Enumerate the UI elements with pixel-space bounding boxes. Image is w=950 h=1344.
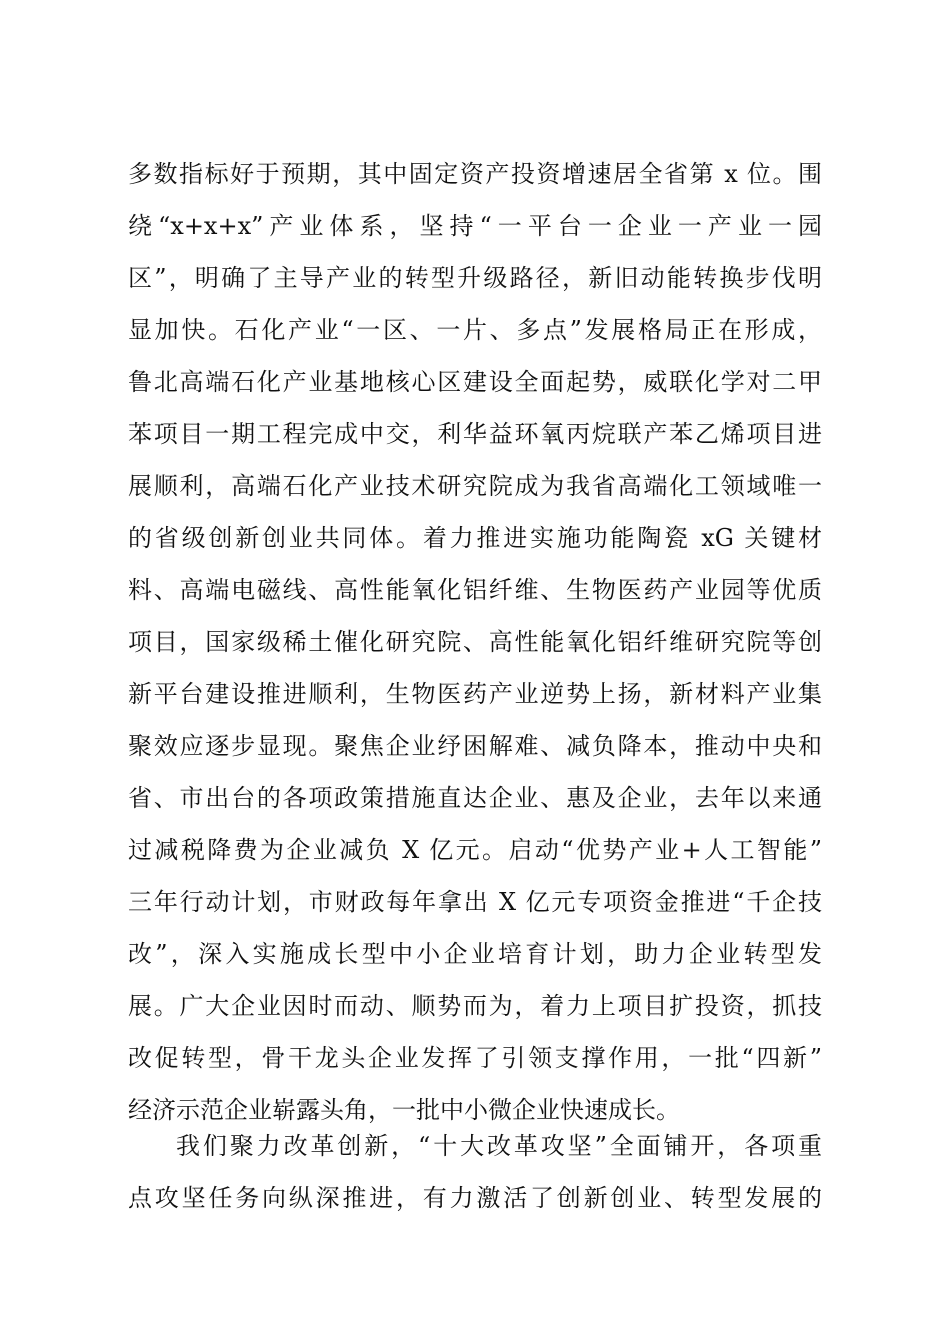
paragraph-line: 聚效应逐步显现。聚焦企业纾困解难、减负降本，推动中央和 [128,732,822,760]
paragraph-line: 过减税降费为企业减负 X 亿元。启动“优势产业+人工智能” [128,836,822,864]
paragraph-line: 显加快。石化产业“一区、一片、多点”发展格局正在形成， [128,316,822,344]
paragraph-line: 区”，明确了主导产业的转型升级路径，新旧动能转换步伐明 [128,264,822,292]
paragraph-line: 改”，深入实施成长型中小企业培育计划，助力企业转型发 [128,940,822,968]
paragraph-line: 展顺利，高端石化产业技术研究院成为我省高端化工领域唯一 [128,472,822,500]
paragraph-1 [128,148,822,1136]
paragraph-line: 我们聚力改革创新，“十大改革攻坚”全面铺开，各项重 [176,1132,822,1160]
paragraph-line: 的省级创新创业共同体。着力推进实施功能陶瓷 xG 关键材 [128,524,822,552]
paragraph-line: 新平台建设推进顺利，生物医药产业逆势上扬，新材料产业集 [128,680,822,708]
paragraph-line: 绕“x+x+x”产业体系，坚持“一平台一企业一产业一园 [128,212,822,240]
paragraph-line: 展。广大企业因时而动、顺势而为，着力上项目扩投资，抓技 [128,992,822,1020]
paragraph-line: 点攻坚任务向纵深推进，有力激活了创新创业、转型发展的 [128,1184,822,1212]
paragraph-2 [128,1120,822,1224]
paragraph-line: 鲁北高端石化产业基地核心区建设全面起势，威联化学对二甲 [128,368,822,396]
paragraph-line: 苯项目一期工程完成中交，利华益环氧丙烷联产苯乙烯项目进 [128,420,822,448]
paragraph-line: 改促转型，骨干龙头企业发挥了引领支撑作用，一批“四新” [128,1044,822,1072]
paragraph-line: 料、高端电磁线、高性能氧化铝纤维、生物医药产业园等优质 [128,576,822,604]
paragraph-line: 省、市出台的各项政策措施直达企业、惠及企业，去年以来通 [128,784,822,812]
paragraph-line: 多数指标好于预期，其中固定资产投资增速居全省第 x 位。围 [128,160,822,188]
paragraph-line: 经济示范企业崭露头角，一批中小微企业快速成长。 [128,1096,680,1124]
paragraph-line: 三年行动计划，市财政每年拿出 X 亿元专项资金推进“千企技 [128,888,822,916]
paragraph-line: 项目，国家级稀土催化研究院、高性能氧化铝纤维研究院等创 [128,628,822,656]
